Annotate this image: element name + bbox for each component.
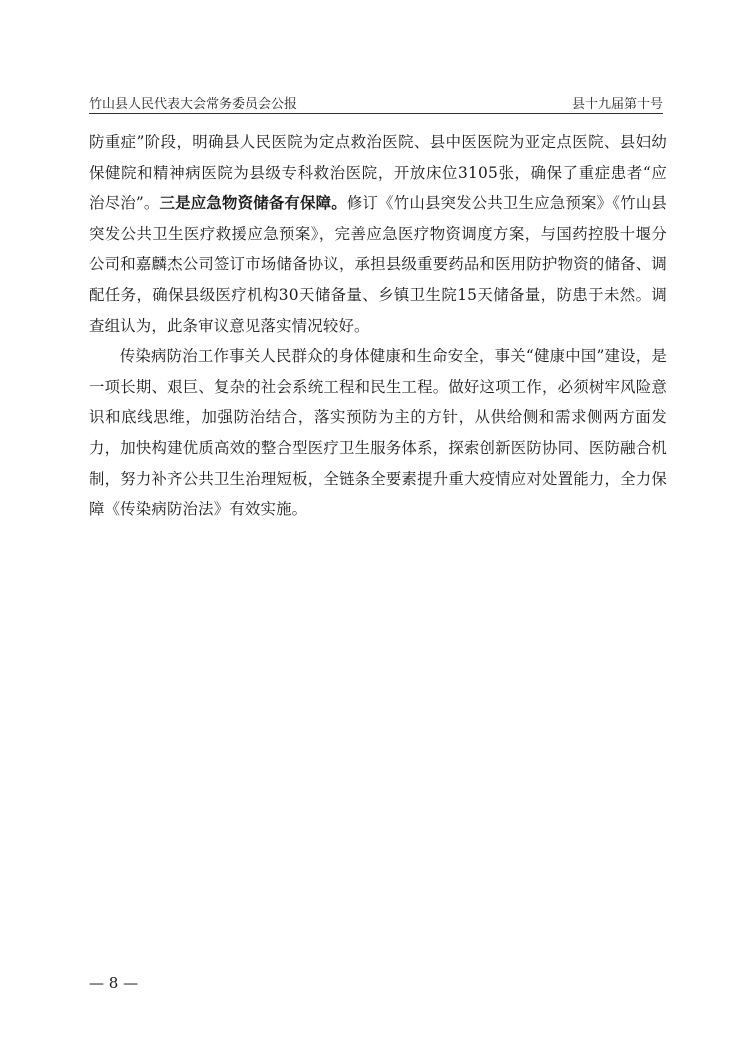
header-publication-title: 竹山县人民代表大会常务委员会公报 bbox=[89, 97, 298, 112]
paragraph-conclusion: 传染病防治工作事关人民群众的身体健康和生命安全，事关“健康中国”建设，是一项长期、艰巨、复杂的社会系统工程和民生工程。做好这项工作，必须树牢风险意识和底线思维，加强防治结合，落实预防为主的方针，从供给侧和需求侧两方面发力，加快构建优质高效的整合型医疗卫生服务体系，探索创新医防协同、医防融合机制，努力补齐公共卫生治理短板，全链条全要素提升重大疫情应对处置能力，全力保障《传染病防治法》有效实施。 bbox=[89, 347, 667, 519]
header-issue-number: 县十九届第十号 bbox=[571, 97, 663, 112]
header-divider bbox=[89, 113, 663, 114]
bold-heading-text: 三是应急物资储备有保障。 bbox=[159, 194, 347, 213]
running-header bbox=[89, 90, 663, 112]
paragraph-text: 修订《竹山县突发公共卫生应急预案》《竹山县突发公共卫生医疗救援应急预案》，完善应急医疗物资调度方案，与国药控股十堰分公司和嘉麟杰公司签订市场储备协议，承担县级重要药品和医用防护物资的储备、调配任务，确保县级医疗机构30天储备量、乡镇卫生院15天储备量，防患于未然。调查组认为，此条审议意见落实情况较好。 bbox=[89, 194, 667, 335]
document-body bbox=[89, 127, 667, 525]
page-number: — 8 — bbox=[89, 974, 139, 992]
paragraph-text: 防重症”阶段，明确县人民医院为定点救治医院、县中医医院为亚定点医院、县妇幼保健院和精神病医院为县级专科救治医院，开放床位3105张，确保了重症患者“应治尽治”。 bbox=[89, 133, 667, 213]
paragraph-continuation bbox=[89, 127, 667, 341]
